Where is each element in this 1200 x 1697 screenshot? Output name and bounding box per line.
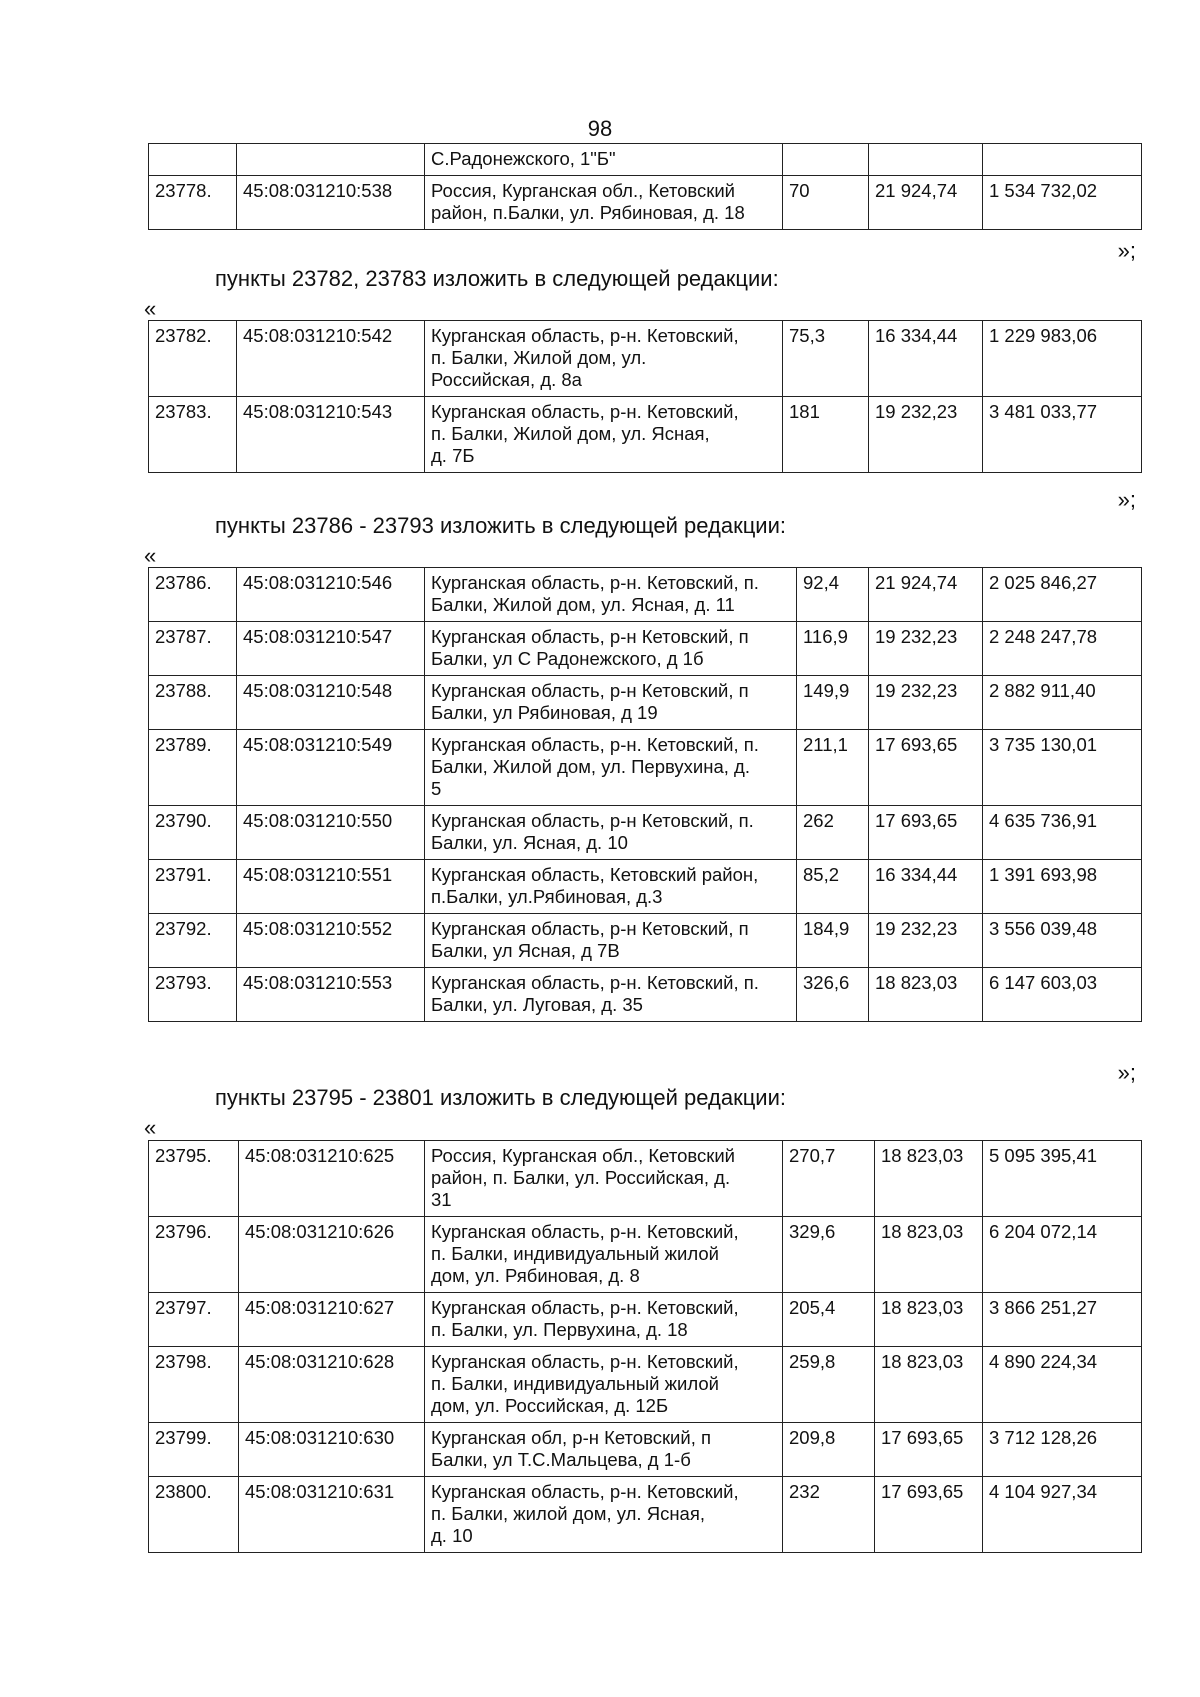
cell-address: Курганская область, р-н. Кетовский, п. Балки, Жилой дом, ул. Ясная, д. 11 (425, 568, 797, 622)
cell-row-number: 23789. (149, 730, 237, 806)
cell-row-number: 23793. (149, 968, 237, 1022)
cell-row-number: 23796. (149, 1217, 239, 1293)
cell-address: Россия, Курганская обл., Кетовский район, п.Балки, ул. Рябиновая, д. 18 (425, 176, 783, 230)
cell-row-number: 23799. (149, 1423, 239, 1477)
property-table-23782 (148, 320, 1142, 473)
property-table-23786 (148, 567, 1142, 1022)
cell-unit-value: 19 232,23 (869, 622, 983, 676)
cell-address: Курганская область, р-н. Кетовский, п. Балки, индивидуальный жилой дом, ул. Рябиновая, д. 8 (425, 1217, 783, 1293)
cell-area: 259,8 (783, 1347, 875, 1423)
cell-cadastral-value: 2 882 911,40 (983, 676, 1142, 730)
cell-cadastral-number: 45:08:031210:549 (237, 730, 425, 806)
cell-cadastral-number: 45:08:031210:551 (237, 860, 425, 914)
cell-unit-value: 19 232,23 (869, 676, 983, 730)
cell-cadastral-value: 2 248 247,78 (983, 622, 1142, 676)
cell-row-number: 23778. (149, 176, 237, 230)
cell-address: Курганская область, р-н Кетовский, п. Балки, ул. Ясная, д. 10 (425, 806, 797, 860)
cell-cadastral-number: 45:08:031210:626 (239, 1217, 425, 1293)
cell-cadastral-number (237, 144, 425, 176)
cell-cadastral-value: 1 534 732,02 (983, 176, 1142, 230)
close-quote-mark: »; (1117, 1060, 1136, 1085)
cell-address: Курганская область, р-н. Кетовский, п. Балки, индивидуальный жилой дом, ул. Российская, д. 12Б (425, 1347, 783, 1423)
cell-unit-value: 18 823,03 (875, 1141, 983, 1217)
cell-row-number: 23791. (149, 860, 237, 914)
table-row (149, 914, 1142, 968)
cell-address: Курганская область, р-н. Кетовский, п. Балки, Жилой дом, ул. Российская, д. 8а (425, 321, 783, 397)
page-number: 98 (587, 116, 613, 141)
cell-row-number: 23790. (149, 806, 237, 860)
cell-cadastral-value: 3 866 251,27 (983, 1293, 1142, 1347)
cell-cadastral-number: 45:08:031210:543 (237, 397, 425, 473)
cell-cadastral-number: 45:08:031210:538 (237, 176, 425, 230)
cell-unit-value: 17 693,65 (869, 730, 983, 806)
close-quote-mark: »; (1117, 487, 1136, 512)
cell-area: 184,9 (797, 914, 869, 968)
cell-cadastral-value: 6 147 603,03 (983, 968, 1142, 1022)
cell-area: 70 (783, 176, 869, 230)
cell-row-number: 23783. (149, 397, 237, 473)
cell-row-number: 23786. (149, 568, 237, 622)
table-row (149, 144, 1142, 176)
table-row (149, 1217, 1142, 1293)
cell-area: 209,8 (783, 1423, 875, 1477)
cell-cadastral-number: 45:08:031210:552 (237, 914, 425, 968)
cell-address: Россия, Курганская обл., Кетовский район, п. Балки, ул. Российская, д. 31 (425, 1141, 783, 1217)
cell-row-number: 23797. (149, 1293, 239, 1347)
cell-cadastral-value: 3 712 128,26 (983, 1423, 1142, 1477)
cell-row-number: 23795. (149, 1141, 239, 1217)
table-row (149, 321, 1142, 397)
cell-cadastral-value: 3 735 130,01 (983, 730, 1142, 806)
cell-cadastral-number: 45:08:031210:627 (239, 1293, 425, 1347)
cell-unit-value: 17 693,65 (869, 806, 983, 860)
cell-unit-value: 21 924,74 (869, 568, 983, 622)
table-row (149, 1477, 1142, 1553)
cell-area (783, 144, 869, 176)
cell-unit-value: 21 924,74 (869, 176, 983, 230)
cell-cadastral-value: 5 095 395,41 (983, 1141, 1142, 1217)
cell-area: 181 (783, 397, 869, 473)
table-row (149, 1347, 1142, 1423)
cell-cadastral-number: 45:08:031210:547 (237, 622, 425, 676)
cell-address: Курганская область, р-н. Кетовский, п. Балки, ул. Луговая, д. 35 (425, 968, 797, 1022)
cell-address: Курганская область, р-н Кетовский, п Балки, ул Рябиновая, д 19 (425, 676, 797, 730)
cell-unit-value: 16 334,44 (869, 860, 983, 914)
cell-unit-value: 18 823,03 (869, 968, 983, 1022)
table-row (149, 397, 1142, 473)
cell-area: 149,9 (797, 676, 869, 730)
cell-cadastral-value: 1 391 693,98 (983, 860, 1142, 914)
cell-area: 116,9 (797, 622, 869, 676)
cell-cadastral-value: 6 204 072,14 (983, 1217, 1142, 1293)
cell-address: Курганская область, Кетовский район, п.Балки, ул.Рябиновая, д.3 (425, 860, 797, 914)
cell-area: 329,6 (783, 1217, 875, 1293)
open-quote-mark: « (144, 1115, 157, 1140)
cell-area: 232 (783, 1477, 875, 1553)
cell-area: 326,6 (797, 968, 869, 1022)
cell-cadastral-number: 45:08:031210:550 (237, 806, 425, 860)
cell-cadastral-value (983, 144, 1142, 176)
cell-address: Курганская область, р-н. Кетовский, п. Балки, Жилой дом, ул. Первухина, д. 5 (425, 730, 797, 806)
open-quote-mark: « (144, 543, 157, 568)
cell-area: 75,3 (783, 321, 869, 397)
cell-unit-value: 19 232,23 (869, 397, 983, 473)
cell-row-number: 23782. (149, 321, 237, 397)
cell-row-number (149, 144, 237, 176)
cell-cadastral-value: 3 481 033,77 (983, 397, 1142, 473)
cell-cadastral-value: 1 229 983,06 (983, 321, 1142, 397)
cell-unit-value: 18 823,03 (875, 1293, 983, 1347)
cell-cadastral-value: 3 556 039,48 (983, 914, 1142, 968)
cell-cadastral-number: 45:08:031210:548 (237, 676, 425, 730)
table-row (149, 176, 1142, 230)
cell-row-number: 23800. (149, 1477, 239, 1553)
table-row (149, 860, 1142, 914)
cell-area: 205,4 (783, 1293, 875, 1347)
cell-cadastral-number: 45:08:031210:553 (237, 968, 425, 1022)
table-row (149, 806, 1142, 860)
table-row (149, 676, 1142, 730)
cell-cadastral-value: 4 890 224,34 (983, 1347, 1142, 1423)
cell-cadastral-number: 45:08:031210:630 (239, 1423, 425, 1477)
cell-address: Курганская область, р-н. Кетовский, п. Балки, ул. Первухина, д. 18 (425, 1293, 783, 1347)
open-quote-mark: « (144, 296, 157, 321)
cell-address: Курганская область, р-н Кетовский, п Балки, ул С Радонежского, д 1б (425, 622, 797, 676)
cell-address: С.Радонежского, 1"Б" (425, 144, 783, 176)
cell-area: 92,4 (797, 568, 869, 622)
table-row (149, 730, 1142, 806)
table-row (149, 1423, 1142, 1477)
cell-address: Курганская область, р-н. Кетовский, п. Балки, Жилой дом, ул. Ясная, д. 7Б (425, 397, 783, 473)
cell-row-number: 23798. (149, 1347, 239, 1423)
cell-cadastral-value: 4 104 927,34 (983, 1477, 1142, 1553)
cell-unit-value: 18 823,03 (875, 1217, 983, 1293)
cell-cadastral-number: 45:08:031210:542 (237, 321, 425, 397)
cell-row-number: 23787. (149, 622, 237, 676)
cell-area: 211,1 (797, 730, 869, 806)
cell-cadastral-value: 4 635 736,91 (983, 806, 1142, 860)
table-row (149, 968, 1142, 1022)
cell-address: Курганская область, р-н. Кетовский, п. Балки, жилой дом, ул. Ясная, д. 10 (425, 1477, 783, 1553)
property-table-23795 (148, 1140, 1142, 1553)
section-heading-23795: пункты 23795 - 23801 изложить в следующей редакции: (215, 1085, 787, 1110)
table-row (149, 1141, 1142, 1217)
cell-unit-value: 19 232,23 (869, 914, 983, 968)
cell-area: 85,2 (797, 860, 869, 914)
cell-cadastral-number: 45:08:031210:631 (239, 1477, 425, 1553)
table-row (149, 568, 1142, 622)
cell-unit-value (869, 144, 983, 176)
cell-cadastral-value: 2 025 846,27 (983, 568, 1142, 622)
section-heading-23786: пункты 23786 - 23793 изложить в следующей редакции: (215, 513, 787, 538)
cell-address: Курганская обл, р-н Кетовский, п Балки, ул Т.С.Мальцева, д 1-б (425, 1423, 783, 1477)
cell-cadastral-number: 45:08:031210:628 (239, 1347, 425, 1423)
cell-area: 262 (797, 806, 869, 860)
cell-unit-value: 17 693,65 (875, 1423, 983, 1477)
cell-unit-value: 17 693,65 (875, 1477, 983, 1553)
property-table-continuation (148, 143, 1142, 230)
cell-cadastral-number: 45:08:031210:625 (239, 1141, 425, 1217)
table-row (149, 1293, 1142, 1347)
cell-cadastral-number: 45:08:031210:546 (237, 568, 425, 622)
cell-row-number: 23792. (149, 914, 237, 968)
section-heading-23782: пункты 23782, 23783 изложить в следующей редакции: (215, 266, 779, 291)
close-quote-mark: »; (1117, 238, 1136, 263)
table-row (149, 622, 1142, 676)
cell-unit-value: 16 334,44 (869, 321, 983, 397)
cell-address: Курганская область, р-н Кетовский, п Балки, ул Ясная, д 7В (425, 914, 797, 968)
cell-area: 270,7 (783, 1141, 875, 1217)
cell-row-number: 23788. (149, 676, 237, 730)
cell-unit-value: 18 823,03 (875, 1347, 983, 1423)
